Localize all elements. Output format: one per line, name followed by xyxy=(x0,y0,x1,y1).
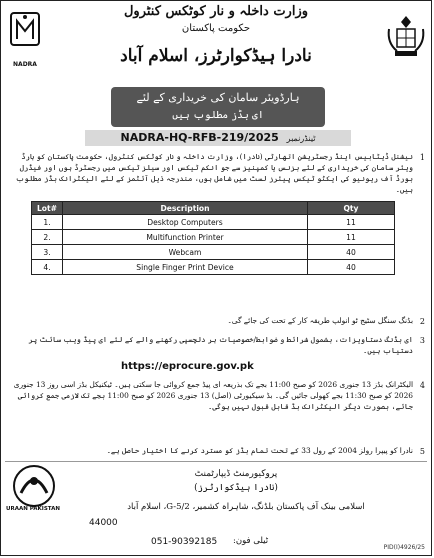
banner-subtitle: ای بڈز مطلوب ہیں xyxy=(172,110,264,121)
government-name: حکومت پاکستان xyxy=(181,23,251,34)
table-row xyxy=(32,245,395,260)
eprocure-link[interactable]: https://eprocure.gov.pk xyxy=(121,361,254,372)
lot-cell: 4. xyxy=(32,260,63,275)
nadra-logo-icon xyxy=(7,9,43,59)
qty-cell: 11 xyxy=(308,215,395,230)
tender-label: ٹینڈرنمبر xyxy=(286,134,316,143)
pid-number: PID(I)4926/25 xyxy=(383,544,425,551)
footer-hq: (نادرا ہیڈکوارٹرز) xyxy=(194,483,278,493)
lot-cell: 3. xyxy=(32,245,63,260)
paragraph-4: الیکٹرانک بڈز 13 جنوری 2026 کو صبح 11:00 بجے تک بذریعہ ای پیڈ جمع کروائی جا سکتی ہیں۔ ٹیکنیکل بڈز اسی روز 13 جنوری 2026 کو صبح 11:30 بجے کھولی جائیں گی۔ بڈ سیکیورٹی (اصل) 13 جنوری 2026 کو صبح 11:00 بجے تک لازمی جمع کروائی جائے، بصورت دیگر الیکٹرانک بڈ قابل قبول نہیں ہوگی۔ xyxy=(13,380,413,411)
footer-address: اسلامی بینک آف پاکستان بلڈنگ، شاہراہ کشمیر، G-5/2، اسلام آباد xyxy=(127,502,365,512)
tender-number: NADRA-HQ-RFB-219/2025 xyxy=(120,131,279,144)
table-header-row xyxy=(32,202,395,215)
table-row xyxy=(32,215,395,230)
column-header-description: Description xyxy=(63,202,308,215)
office-name: نادرا ہیڈکوارٹرز، اسلام آباد xyxy=(120,46,312,66)
nadra-logo-caption: NADRA xyxy=(13,61,37,68)
banner-title: ہارڈویئر سامان کی خریداری کے لئے xyxy=(136,91,300,104)
qty-cell: 40 xyxy=(308,260,395,275)
paragraph-3: ای بڈنگ دستاویزات، بشمول شرائط و ضوابط/خصوصیات ہر دلچسپی رکھنے والے کے لئے ای پیڈ ویب سائٹ پر دستیاب ہیں۔ xyxy=(28,335,413,355)
paragraph-2: بڈنگ سنگل سٹیج ٹو انولپ طریقہ کار کے تحت کی جائے گی۔ xyxy=(227,316,413,325)
description-cell: Webcam xyxy=(63,245,308,260)
footer-phone-label: ٹیلی فون: xyxy=(233,536,269,546)
uraan-pakistan-caption: URAAN PAKISTAN xyxy=(6,506,60,512)
uraan-pakistan-logo-icon xyxy=(11,463,57,509)
banner xyxy=(111,87,325,127)
lot-cell: 2. xyxy=(32,230,63,245)
footer-postcode: 44000 xyxy=(89,518,118,528)
paragraph-number: 2 xyxy=(419,317,425,326)
items-table xyxy=(31,201,395,275)
header xyxy=(1,1,433,85)
footer-phone: 051-90392185 xyxy=(151,537,218,547)
paragraph-number: 4 xyxy=(419,381,425,390)
column-header-lot: Lot# xyxy=(32,202,63,215)
qty-cell: 40 xyxy=(308,245,395,260)
column-header-qty: Qty xyxy=(308,202,395,215)
description-cell: Desktop Computers xyxy=(63,215,308,230)
paragraph-number: 3 xyxy=(419,336,425,345)
paragraph-number: 5 xyxy=(419,447,425,456)
paragraph-5: نادرا کو پیپرا رولز 2004 کے رول 33 کے تحت تمام بڈز کو مسترد کرنے کا اختیار حاصل ہے۔ xyxy=(106,446,413,455)
table-row xyxy=(32,260,395,275)
footer-department: پروکیورمنٹ ڈیپارٹمنٹ xyxy=(194,469,278,479)
state-emblem-icon xyxy=(385,13,427,59)
divider xyxy=(5,461,427,462)
ministry-name: وزارت داخلہ و نار کوٹکس کنٹرول xyxy=(123,4,308,19)
tender-number-bar xyxy=(85,130,351,146)
qty-cell: 11 xyxy=(308,230,395,245)
lot-cell: 1. xyxy=(32,215,63,230)
paragraph-number: 1 xyxy=(419,153,425,162)
paragraph-1: نیشنل ڈیٹابیس اینڈ رجسٹریشن اتھارٹی (نادرا)، وزارت داخلہ و نار کوٹکس کنٹرول، حکومت پاکستان کو ہارڈ ویئر سامان کی خریداری کے لئے بزنس یا کمپنیز سے جو انکم ٹیکس اور سیلز ٹیکس میں رجسٹرڈ ہوں اور فیڈرل بورڈ آف ریونیو کی ایکٹو ٹیکس پیئرز لسٹ میں شامل ہوں، مندرجہ ذیل آئٹمز کے لئے الیکٹرانک بڈز مطلوب ہیں۔ xyxy=(15,152,413,194)
table-row xyxy=(32,230,395,245)
description-cell: Multifunction Printer xyxy=(63,230,308,245)
description-cell: Single Finger Print Device xyxy=(63,260,308,275)
